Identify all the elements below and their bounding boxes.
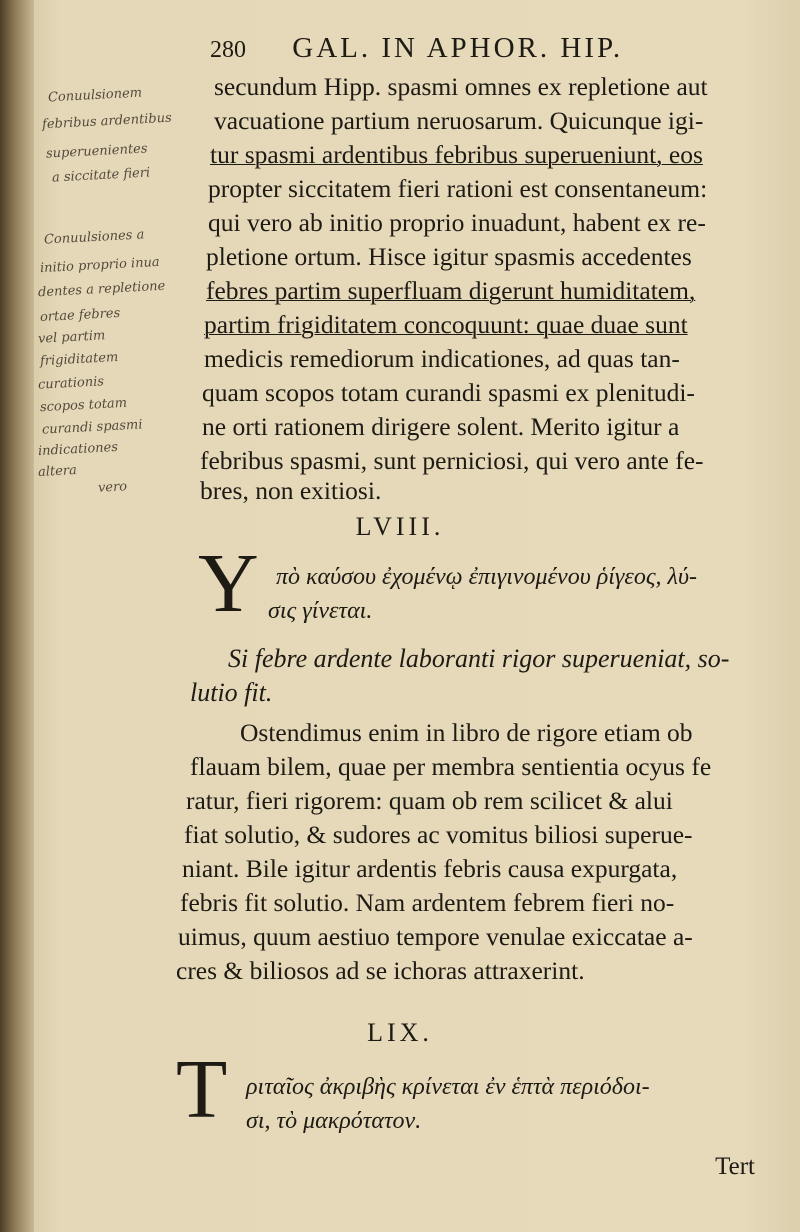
margin-note: febribus ardentibus (41, 110, 173, 133)
margin-note: curationis (37, 374, 105, 393)
text-line: febribus spasmi, sunt perniciosi, qui vero ante fe- (200, 446, 704, 475)
margin-note: Conuulsionem (47, 85, 143, 106)
margin-note: curandi spasmi (41, 417, 143, 438)
catchword: Tert (715, 1153, 755, 1180)
greek-aphorism-line: σι, τὸ μακρότατον. (246, 1108, 422, 1134)
margin-note: indicationes (37, 439, 119, 460)
text-line: Ostendimus enim in libro de rigore etiam ob (240, 718, 693, 747)
text-line: febres partim superfluam digerunt humiditatem, (206, 276, 696, 305)
text-line: tur spasmi ardentibus febribus superueniunt, eos (210, 140, 703, 169)
running-title: GAL. IN APHOR. HIP. (292, 32, 624, 64)
drop-cap-y: Y (198, 537, 259, 630)
folio-number: 280 (210, 37, 246, 63)
text-line: niant. Bile igitur ardentis febris causa expurgata, (182, 854, 678, 883)
margin-note: scopos totam (39, 395, 128, 416)
text-line: ratur, fieri rigorem: quam ob rem scilicet & alui (186, 786, 673, 815)
text-line: bres, non exitiosi. (200, 476, 382, 505)
margin-note: vero (97, 479, 128, 496)
section-heading-59: LIX. (367, 1018, 433, 1047)
text-line: cres & biliosos ad se ichoras attraxerint. (176, 956, 585, 985)
latin-aphorism-line: Si febre ardente laboranti rigor superueniat, so- (228, 644, 730, 673)
text-line: medicis remediorum indicationes, ad quas tan- (204, 344, 680, 373)
text-line: secundum Hipp. spasmi omnes ex repletione aut (214, 72, 708, 101)
text-line: febris fit solutio. Nam ardentem febrem fieri no- (180, 888, 675, 917)
text-line: partim frigiditatem concoquunt: quae duae sunt (204, 310, 688, 339)
margin-note: ortae febres (39, 305, 121, 326)
margin-note: superuenientes (45, 141, 148, 162)
text-line: propter siccitatem fieri rationi est consentaneum: (208, 174, 708, 203)
greek-aphorism-line: πὸ καύσου ἐχομένῳ ἐπιγινομένου ῥίγεος, λύ- (276, 564, 697, 590)
margin-note: initio proprio inua (39, 254, 161, 277)
margin-note: vel partim (37, 328, 106, 347)
text-line: pletione ortum. Hisce igitur spasmis accedentes (206, 242, 692, 271)
latin-aphorism-line: lutio fit. (190, 678, 273, 707)
text-line: uimus, quum aestiuo tempore venulae exiccatae a- (178, 922, 693, 951)
margin-note: Conuulsiones a (43, 227, 145, 248)
margin-note: frigiditatem (39, 349, 119, 370)
greek-aphorism-line: ριταῖος ἀκριβὴς κρίνεται ἐν ἑπτὰ περιόδοι- (246, 1074, 650, 1100)
margin-note: altera (37, 462, 78, 481)
greek-aphorism-line: σις γίνεται. (268, 598, 373, 624)
page-header (210, 32, 730, 65)
text-line: quam scopos totam curandi spasmi ex plenitudi- (202, 378, 695, 407)
text-line: flauam bilem, quae per membra sentientia ocyus fe (190, 752, 712, 781)
text-line: ne orti rationem dirigere solent. Merito igitur a (202, 412, 680, 441)
text-line: qui vero ab initio proprio inuadunt, habent ex re- (208, 208, 706, 237)
text-line: vacuatione partium neruosarum. Quicunque igi- (214, 106, 704, 135)
drop-cap-t: T (176, 1043, 228, 1136)
text-line: fiat solutio, & sudores ac vomitus biliosi superue- (184, 820, 693, 849)
margin-note: dentes a repletione (37, 278, 166, 301)
section-heading-58: LVIII. (355, 512, 445, 541)
margin-note: a siccitate fieri (51, 165, 151, 186)
